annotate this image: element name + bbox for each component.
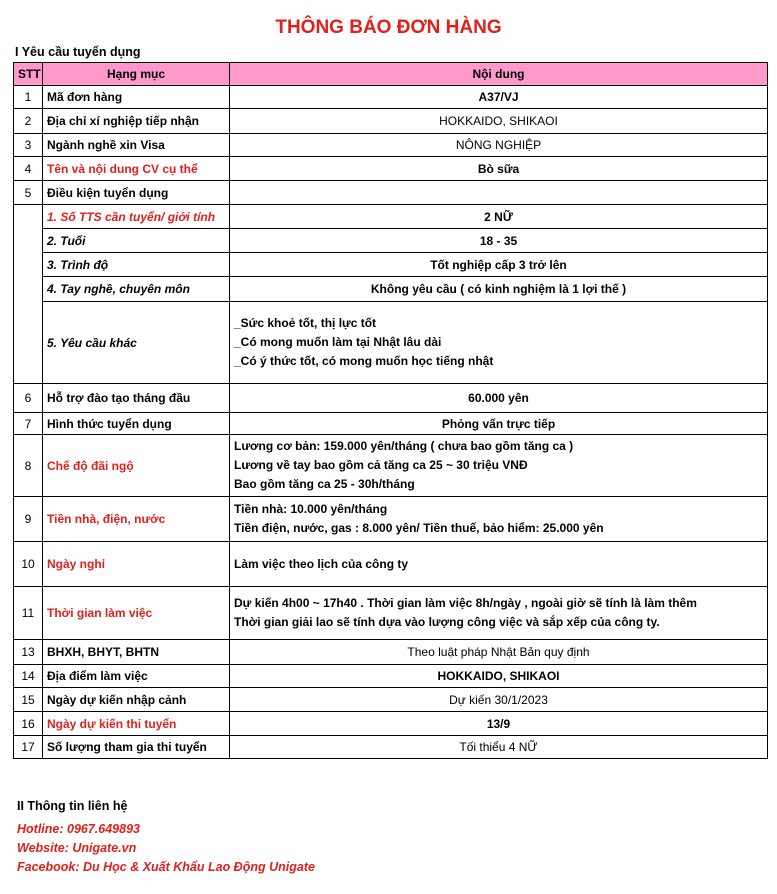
table-row (14, 640, 768, 665)
row-category: Hình thức tuyển dụng (43, 413, 230, 435)
row-category: 1. Số TTS cần tuyển/ giới tính (43, 205, 230, 229)
row-category: 3. Trình độ (43, 253, 230, 277)
table-row (14, 86, 768, 109)
table-row (14, 665, 768, 688)
row-category: Địa điểm làm việc (43, 665, 230, 688)
header-stt: STT (14, 63, 43, 86)
header-category: Hạng mục (43, 63, 230, 86)
row-value: Tốt nghiệp cấp 3 trở lên (230, 253, 768, 277)
row-category: BHXH, BHYT, BHTN (43, 640, 230, 665)
row-value: Phỏng vấn trực tiếp (230, 413, 768, 435)
row-category: Thời gian làm việc (43, 587, 230, 640)
row-value: Bò sữa (230, 157, 768, 181)
line: Tiền điện, nước, gas : 8.000 yên/ Tiền thuế, bảo hiểm: 25.000 yên (234, 521, 604, 535)
contact-website: Website: Unigate.vn (17, 841, 137, 855)
row-value: A37/VJ (230, 86, 768, 109)
row-number-empty (14, 205, 43, 384)
row-category: Ngày dự kiến thi tuyển (43, 712, 230, 736)
row-category: Ngành nghề xin Visa (43, 134, 230, 157)
row-value (230, 302, 768, 384)
row-category: Ngày dự kiến nhập cảnh (43, 688, 230, 712)
row-category: Tên và nội dung CV cụ thể (43, 157, 230, 181)
row-number: 2 (14, 109, 43, 134)
table-header-row (14, 63, 768, 86)
row-value-empty (230, 181, 768, 205)
line: _Có ý thức tốt, có mong muốn học tiếng nhật (234, 354, 494, 368)
contact-facebook: Facebook: Du Học & Xuất Khẩu Lao Động Unigate (17, 860, 315, 874)
table-row (14, 712, 768, 736)
row-number: 13 (14, 640, 43, 665)
row-category: 5. Yêu cầu khác (43, 302, 230, 384)
table-row (14, 277, 768, 302)
line: _Có mong muốn làm tại Nhật lâu dài (234, 335, 442, 349)
table-row (14, 542, 768, 587)
row-value: 60.000 yên (230, 384, 768, 413)
table-row (14, 384, 768, 413)
row-value: NÔNG NGHIỆP (230, 134, 768, 157)
row-category: 2. Tuổi (43, 229, 230, 253)
row-value: Làm việc theo lịch của công ty (230, 542, 768, 587)
row-category: Số lượng tham gia thi tuyển (43, 736, 230, 759)
table-row (14, 134, 768, 157)
row-number: 3 (14, 134, 43, 157)
line: Dự kiến 4h00 ~ 17h40 . Thời gian làm việc 8h/ngày , ngoài giờ sẽ tính là làm thêm (234, 596, 697, 610)
row-category: Mã đơn hàng (43, 86, 230, 109)
section-heading-requirements: I Yêu cầu tuyển dụng (15, 45, 141, 59)
table-row (14, 109, 768, 134)
order-table (13, 62, 768, 759)
row-number: 17 (14, 736, 43, 759)
table-row (14, 688, 768, 712)
row-value: Không yêu cầu ( có kinh nghiệm là 1 lợi thế ) (230, 277, 768, 302)
table-row (14, 229, 768, 253)
row-value (230, 587, 768, 640)
row-number: 6 (14, 384, 43, 413)
line: Tiền nhà: 10.000 yên/tháng (234, 502, 388, 516)
row-category: Hỗ trợ đào tạo tháng đầu (43, 384, 230, 413)
row-value: 2 NỮ (230, 205, 768, 229)
line: _Sức khoẻ tốt, thị lực tốt (234, 316, 377, 330)
section-heading-contact: II Thông tin liên hệ (17, 799, 128, 813)
row-number: 5 (14, 181, 43, 205)
row-category: 4. Tay nghề, chuyên môn (43, 277, 230, 302)
row-value: HOKKAIDO, SHIKAOI (230, 109, 768, 134)
row-number: 14 (14, 665, 43, 688)
page-title: THÔNG BÁO ĐƠN HÀNG (275, 17, 502, 38)
row-value: Tối thiểu 4 NỮ (230, 736, 768, 759)
contact-hotline: Hotline: 0967.649893 (17, 822, 140, 836)
line: Thời gian giải lao sẽ tính dựa vào lượng công việc và sắp xếp của công ty. (234, 615, 660, 629)
table-row (14, 413, 768, 435)
row-category: Ngày nghỉ (43, 542, 230, 587)
row-value: Theo luật pháp Nhật Bản quy định (230, 640, 768, 665)
table-row (14, 587, 768, 640)
row-number: 10 (14, 542, 43, 587)
table-row (14, 736, 768, 759)
row-value: 18 - 35 (230, 229, 768, 253)
table-row (14, 497, 768, 542)
row-value: 13/9 (230, 712, 768, 736)
row-category: Tiền nhà, điện, nước (43, 497, 230, 542)
table-row (14, 205, 768, 229)
table-row (14, 302, 768, 384)
row-number: 4 (14, 157, 43, 181)
table-row (14, 253, 768, 277)
row-number: 16 (14, 712, 43, 736)
row-number: 11 (14, 587, 43, 640)
row-value (230, 497, 768, 542)
row-value: Dự kiến 30/1/2023 (230, 688, 768, 712)
row-category: Địa chỉ xí nghiệp tiếp nhận (43, 109, 230, 134)
line: Lương cơ bản: 159.000 yên/tháng ( chưa bao gồm tăng ca ) (234, 439, 574, 453)
row-value: HOKKAIDO, SHIKAOI (230, 665, 768, 688)
table-row (14, 435, 768, 497)
table-row (14, 157, 768, 181)
row-number: 15 (14, 688, 43, 712)
row-number: 1 (14, 86, 43, 109)
line: Bao gồm tăng ca 25 - 30h/tháng (234, 477, 415, 491)
row-number: 7 (14, 413, 43, 435)
row-number: 8 (14, 435, 43, 497)
row-value (230, 435, 768, 497)
line: Lương về tay bao gồm cả tăng ca 25 ~ 30 triệu VNĐ (234, 458, 528, 472)
table-row (14, 181, 768, 205)
header-content: Nội dung (230, 63, 768, 86)
row-number: 9 (14, 497, 43, 542)
row-category: Chế độ đãi ngộ (43, 435, 230, 497)
row-category: Điều kiện tuyển dụng (43, 181, 230, 205)
